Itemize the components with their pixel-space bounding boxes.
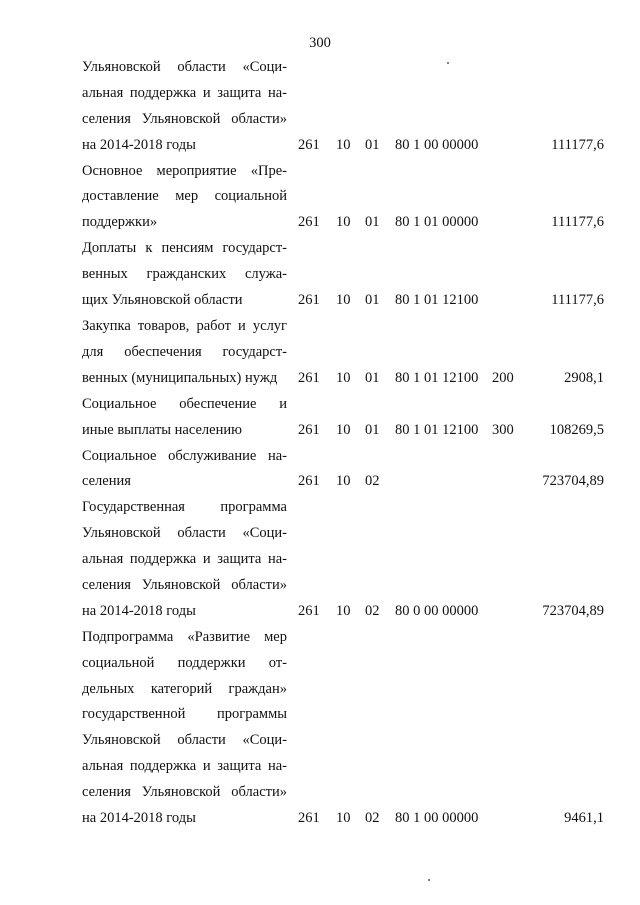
- row-name-line: венных гражданских служа-: [82, 266, 287, 283]
- admin-code-cell: 261: [298, 473, 320, 490]
- row-name-line: иные выплаты населению: [82, 421, 242, 438]
- row-name-line: Социальное обслуживание на-: [82, 447, 287, 464]
- section-code-cell: 10: [336, 369, 351, 386]
- subsection-code-cell: 01: [365, 214, 380, 231]
- row-name-line: венных (муниципальных) нужд: [82, 369, 278, 386]
- row-name-line: дельных категорий граждан»: [82, 680, 287, 697]
- amount-cell: 723704,89: [542, 473, 604, 490]
- amount-cell: 111177,6: [551, 136, 604, 153]
- row-name-line: Ульяновской области «Соци-: [82, 59, 287, 75]
- subsection-code-cell: 01: [365, 136, 380, 153]
- admin-code-cell: 261: [298, 810, 320, 827]
- section-code-cell: 10: [336, 136, 351, 153]
- row-name-line: на 2014-2018 годы: [82, 136, 196, 153]
- section-code-cell: 10: [336, 421, 351, 438]
- target-article-cell: 80 0 00 00000: [395, 602, 479, 619]
- row-name-line: Закупка товаров, работ и услуг: [82, 318, 287, 334]
- section-code-cell: 10: [336, 214, 351, 231]
- target-article-cell: 80 1 01 12100: [395, 369, 479, 386]
- row-name-line: Ульяновской области «Соци-: [82, 525, 287, 542]
- expense-type-cell: 200: [492, 369, 514, 386]
- subsection-code-cell: 02: [365, 602, 380, 619]
- row-name-line: Основное мероприятие «Пре-: [82, 162, 287, 179]
- expense-type-cell: 300: [492, 421, 514, 438]
- subsection-code-cell: 01: [365, 369, 380, 386]
- row-name-line: Подпрограмма «Развитие мер: [82, 628, 287, 645]
- row-name-line: альная поддержка и защита на-: [82, 551, 287, 568]
- row-name-line: щих Ульяновской области: [82, 292, 243, 309]
- row-name-line: Ульяновской области «Соци-: [82, 732, 287, 749]
- admin-code-cell: 261: [298, 136, 320, 153]
- row-name-line: государственной программы: [82, 706, 287, 723]
- amount-cell: 723704,89: [542, 602, 604, 619]
- subsection-code-cell: 02: [365, 810, 380, 827]
- row-name-line: селения Ульяновской области»: [82, 110, 287, 127]
- target-article-cell: 80 1 01 00000: [395, 214, 479, 231]
- subsection-code-cell: 01: [365, 292, 380, 309]
- row-name-line: Государственная программа: [82, 499, 287, 516]
- amount-cell: 111177,6: [551, 214, 604, 231]
- section-code-cell: 10: [336, 292, 351, 309]
- target-article-cell: 80 1 00 00000: [395, 810, 479, 827]
- row-name-line: альная поддержка и защита на-: [82, 84, 287, 101]
- admin-code-cell: 261: [298, 602, 320, 619]
- row-name-line: для обеспечения государст-: [82, 343, 287, 360]
- scan-speck: [447, 62, 449, 64]
- admin-code-cell: 261: [298, 369, 320, 386]
- row-name-line: альная поддержка и защита на-: [82, 758, 287, 775]
- scan-speck: [428, 879, 430, 881]
- admin-code-cell: 261: [298, 292, 320, 309]
- admin-code-cell: 261: [298, 421, 320, 438]
- row-name-line: селения: [82, 473, 131, 490]
- page-number: 300: [309, 35, 331, 51]
- row-name-line: на 2014-2018 годы: [82, 602, 196, 619]
- section-code-cell: 10: [336, 602, 351, 619]
- amount-cell: 2908,1: [564, 369, 604, 386]
- admin-code-cell: 261: [298, 214, 320, 231]
- target-article-cell: 80 1 01 12100: [395, 292, 479, 309]
- subsection-code-cell: 02: [365, 473, 380, 490]
- row-name-line: селения Ульяновской области»: [82, 576, 287, 593]
- amount-cell: 9461,1: [564, 810, 604, 827]
- target-article-cell: 80 1 00 00000: [395, 136, 479, 153]
- amount-cell: 108269,5: [549, 421, 604, 438]
- row-name-line: поддержки»: [82, 214, 158, 231]
- subsection-code-cell: 01: [365, 421, 380, 438]
- amount-cell: 111177,6: [551, 292, 604, 309]
- row-name-line: на 2014-2018 годы: [82, 810, 196, 827]
- section-code-cell: 10: [336, 473, 351, 490]
- row-name-line: Социальное обеспечение и: [82, 395, 287, 412]
- row-name-line: Доплаты к пенсиям государст-: [82, 240, 287, 257]
- row-name-line: социальной поддержки от-: [82, 654, 287, 671]
- row-name-line: селения Ульяновской области»: [82, 784, 287, 801]
- row-name-line: доставление мер социальной: [82, 188, 287, 205]
- section-code-cell: 10: [336, 810, 351, 827]
- target-article-cell: 80 1 01 12100: [395, 421, 479, 438]
